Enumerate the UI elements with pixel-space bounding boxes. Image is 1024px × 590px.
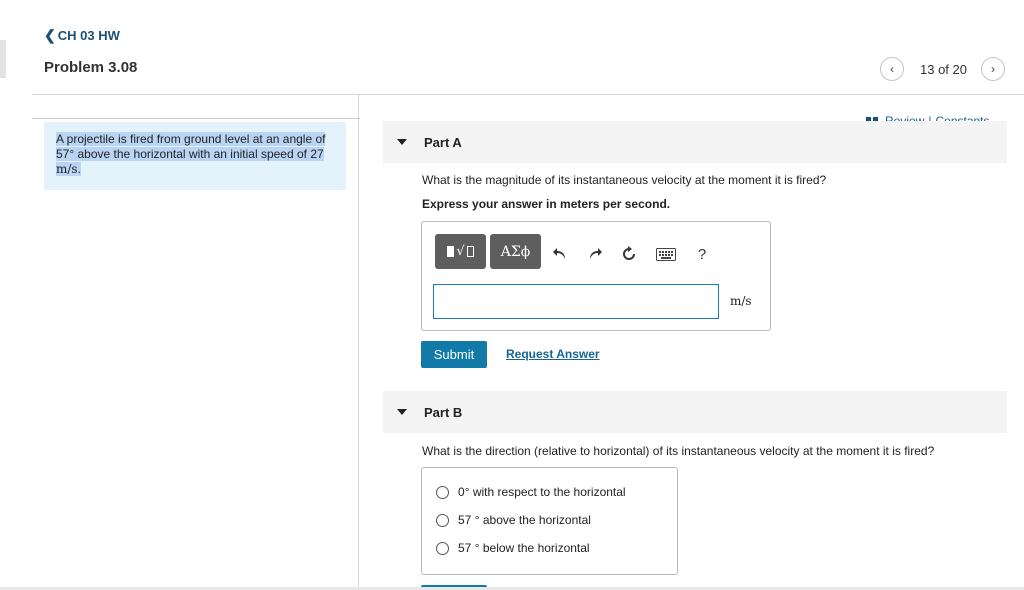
option-57-below[interactable] bbox=[436, 541, 590, 555]
templates-button[interactable] bbox=[435, 234, 486, 269]
speed-unit: m/s bbox=[56, 162, 78, 176]
help-button[interactable] bbox=[690, 242, 714, 266]
chevron-right-icon: › bbox=[991, 62, 995, 76]
collapse-triangle-icon bbox=[397, 139, 407, 145]
option-label: 57 ° below the horizontal bbox=[458, 541, 590, 555]
chevron-left-icon: ❮ bbox=[44, 27, 56, 43]
request-answer-link[interactable]: Request Answer bbox=[506, 347, 600, 361]
math-toolbar bbox=[435, 234, 541, 269]
radio-button[interactable] bbox=[436, 486, 449, 499]
submit-button[interactable]: Submit bbox=[421, 341, 487, 368]
part-b-header[interactable] bbox=[383, 391, 1007, 433]
left-edge-tab bbox=[0, 40, 6, 78]
help-label: ? bbox=[697, 245, 707, 263]
next-problem-button[interactable] bbox=[981, 57, 1005, 81]
problem-text-end: . bbox=[77, 162, 81, 176]
chevron-left-icon: ‹ bbox=[890, 62, 894, 76]
part-a-question: What is the magnitude of its instantaneous velocity at the moment it is fired? bbox=[422, 173, 827, 187]
left-panel-divider bbox=[32, 118, 360, 119]
previous-problem-button[interactable] bbox=[880, 57, 904, 81]
part-a-header[interactable] bbox=[383, 121, 1007, 163]
keyboard-button[interactable] bbox=[654, 242, 678, 266]
problem-title: Problem 3.08 bbox=[44, 59, 138, 76]
angle-value: 57 bbox=[56, 147, 70, 161]
radio-button[interactable] bbox=[436, 542, 449, 555]
back-link-label: CH 03 HW bbox=[57, 28, 120, 43]
problem-text-2: above the horizontal with an initial speed of 27 bbox=[74, 147, 324, 161]
problem-statement bbox=[44, 122, 346, 190]
greek-symbols-label: ΑΣϕ bbox=[500, 243, 531, 260]
radio-button[interactable] bbox=[436, 514, 449, 527]
option-label: 0° with respect to the horizontal bbox=[458, 485, 626, 499]
redo-icon bbox=[588, 247, 602, 261]
back-to-assignment-link[interactable] bbox=[44, 27, 120, 44]
option-57-above[interactable] bbox=[436, 513, 591, 527]
option-label: 57 ° above the horizontal bbox=[458, 513, 591, 527]
option-0-degrees[interactable] bbox=[436, 485, 626, 499]
page-indicator: 13 of 20 bbox=[920, 62, 967, 77]
answer-unit: m/s bbox=[730, 294, 752, 308]
collapse-triangle-icon bbox=[397, 409, 407, 415]
greek-symbols-button[interactable] bbox=[490, 234, 541, 269]
column-divider bbox=[358, 95, 359, 590]
redo-button[interactable] bbox=[583, 242, 607, 266]
degree-symbol: ° bbox=[69, 147, 75, 161]
part-a-instruction: Express your answer in meters per second. bbox=[422, 197, 671, 211]
part-b-question: What is the direction (relative to horizontal) of its instantaneous velocity at the moment it is fired? bbox=[422, 444, 935, 458]
header-divider bbox=[32, 94, 1024, 95]
undo-icon bbox=[553, 247, 567, 261]
keyboard-icon bbox=[656, 248, 676, 261]
reset-icon bbox=[621, 246, 637, 262]
velocity-answer-input[interactable] bbox=[433, 284, 719, 319]
part-b-label: Part B bbox=[424, 404, 463, 420]
templates-icon: √ bbox=[447, 244, 473, 259]
undo-button[interactable] bbox=[548, 242, 572, 266]
part-a-label: Part A bbox=[424, 134, 462, 150]
reset-button[interactable] bbox=[617, 242, 641, 266]
problem-text-1: A projectile is fired from ground level at an angle of bbox=[56, 132, 326, 146]
